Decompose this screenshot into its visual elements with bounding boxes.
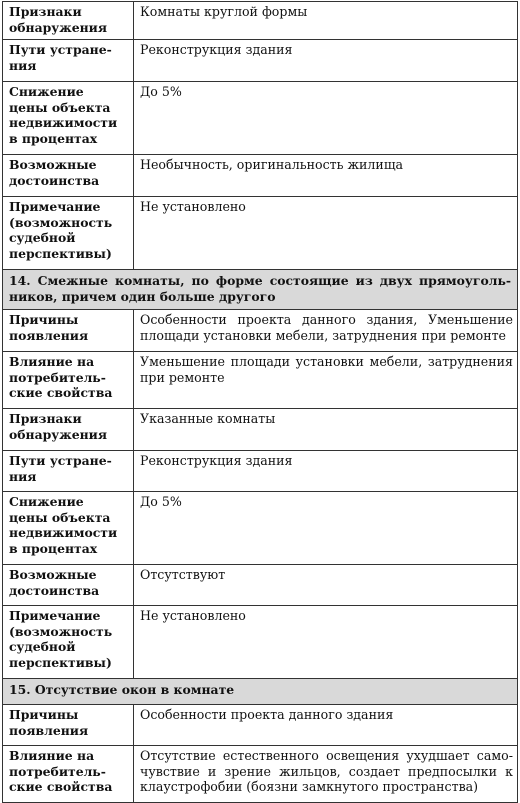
row-value: Комнаты круглой формы	[134, 2, 518, 40]
table-row	[3, 82, 518, 155]
table-row	[3, 451, 518, 492]
table-row	[3, 2, 518, 40]
row-label: Признаки обнаружения	[3, 409, 134, 451]
table-row	[3, 197, 518, 270]
row-value: Реконструкция здания	[134, 451, 518, 492]
row-value: Не установлено	[134, 606, 518, 679]
table-row	[3, 155, 518, 197]
row-label: Снижение цены объекта недвижимости в процентах	[3, 82, 134, 155]
row-label: Влияние на потребитель- ские свойства	[3, 746, 134, 803]
section-title: 15. Отсутствие окон в комнате	[3, 679, 518, 705]
row-label: Примечание (возможность судебной перспективы)	[3, 197, 134, 270]
row-value: Необычность, оригинальность жилища	[134, 155, 518, 197]
row-label: Причины появления	[3, 705, 134, 746]
row-label: Возможные достоинства	[3, 565, 134, 606]
row-value: До 5%	[134, 82, 518, 155]
table-row	[3, 565, 518, 606]
row-label: Пути устране- ния	[3, 40, 134, 82]
row-label: Снижение цены объекта недвижимости в процентах	[3, 492, 134, 565]
section-title: 14. Смежные комнаты, по форме состоящие из двух прямоуголь- ников, причем один больше другого	[3, 270, 518, 310]
row-value: Уменьшение площади установки мебели, затруднения при ремонте	[134, 352, 518, 409]
row-value: Особенности проекта данного здания	[134, 705, 518, 746]
table-row	[3, 746, 518, 803]
row-value: Отсутствие естественного освещения ухудшает само-чувствие и зрение жильцов, создает предпосылки к клаустрофобии (боязни замкнутого пространства)	[134, 746, 518, 803]
table-row	[3, 606, 518, 679]
row-value: Особенности проекта данного здания, Уменьшение площади установки мебели, затруднения при ремонте	[134, 310, 518, 352]
row-label: Примечание (возможность судебной перспективы)	[3, 606, 134, 679]
table-row	[3, 492, 518, 565]
table-row	[3, 310, 518, 352]
row-label: Причины появления	[3, 310, 134, 352]
row-value: Отсутствуют	[134, 565, 518, 606]
row-value: Указанные комнаты	[134, 409, 518, 451]
section-header-row	[3, 679, 518, 705]
row-label: Пути устране- ния	[3, 451, 134, 492]
table-row	[3, 409, 518, 451]
row-value: Не установлено	[134, 197, 518, 270]
defects-table	[2, 1, 518, 803]
table-row	[3, 705, 518, 746]
section-header-row	[3, 270, 518, 310]
table-row	[3, 40, 518, 82]
row-label: Признаки обнаружения	[3, 2, 134, 40]
row-value: Реконструкция здания	[134, 40, 518, 82]
row-label: Возможные достоинства	[3, 155, 134, 197]
table-row	[3, 352, 518, 409]
row-value: До 5%	[134, 492, 518, 565]
row-label: Влияние на потребитель- ские свойства	[3, 352, 134, 409]
